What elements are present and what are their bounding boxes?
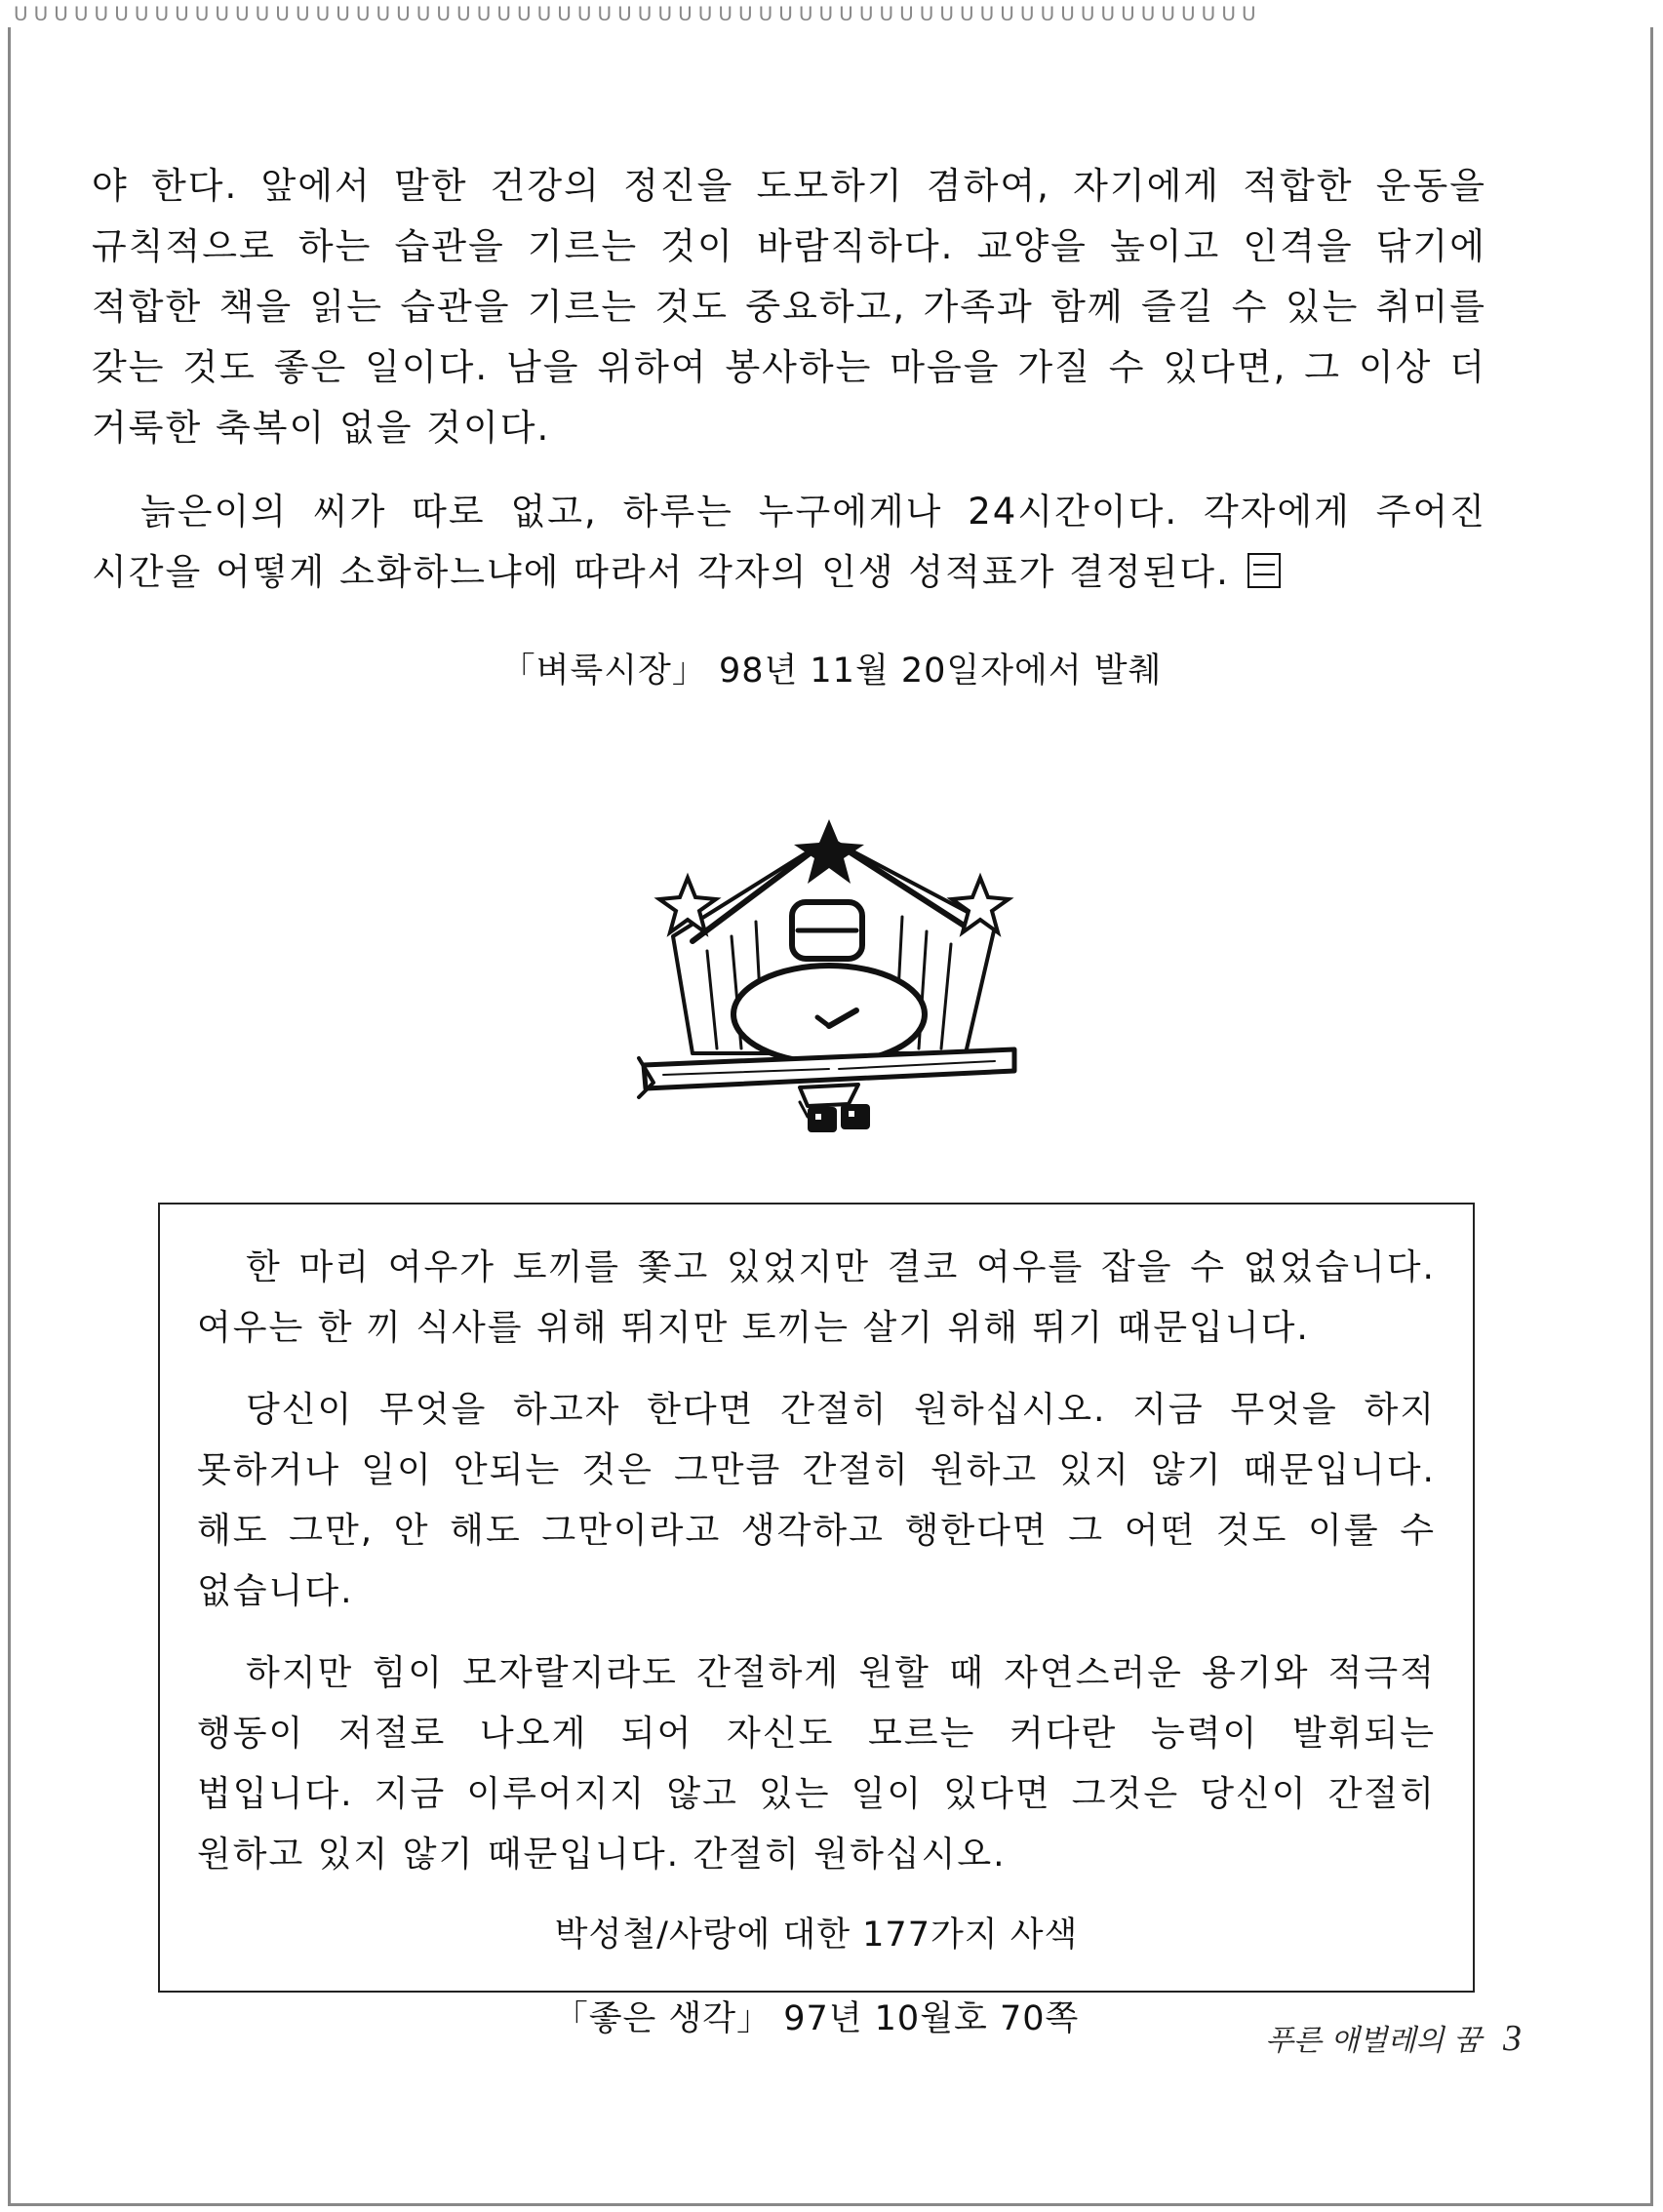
article-paragraph-2-text: 늙은이의 씨가 따로 없고, 하루는 누구에게나 24시간이다. 각자에게 주어진 시간을 어떻게 소화하느냐에 따라서 각자의 인생 성적표가 결정된다.	[92, 491, 1486, 593]
page-footer	[1265, 2016, 1522, 2060]
footer-book-title: 푸른 애벌레의 꿈	[1265, 2024, 1482, 2058]
frame-left-edge	[8, 27, 11, 2204]
article-source: 「벼룩시장」 98년 11월 20일자에서 발췌	[500, 652, 1163, 691]
page-number: 3	[1503, 2018, 1522, 2059]
article-paragraph-1: 야 한다. 앞에서 말한 건강의 정진을 도모하기 겸하여, 자기에게 적합한 운동을 규칙적으로 하는 습관을 기르는 것이 바람직하다. 교양을 높이고 인격을 닦기에 적합한 책을 읽는 습관을 기르는 것도 중요하고, 가족과 함께 즐길 수 있는 취미를 갖는 것도 좋은 일이다. 남을 위하여 봉사하는 마음을 가질 수 있다면, 그 이상 더 거룩한 축복이 없을 것이다.	[92, 165, 1486, 449]
quote-author-source: 박성철/사랑에 대한 177가지 사색	[554, 1916, 1079, 1955]
frame-bottom-edge	[8, 2203, 1653, 2206]
article-body	[92, 156, 1486, 603]
article-paragraph-2	[92, 482, 1486, 603]
quote-paragraph-2: 당신이 무엇을 하고자 한다면 간절히 원하십시오. 지금 무엇을 하지 못하거나 일이 안되는 것은 그만큼 간절히 원하고 있지 않기 때문입니다. 해도 그만, 안 해도 그만이라고 생각하고 행한다면 그 어떤 것도 이룰 수 없습니다.	[197, 1390, 1436, 1611]
quote-paragraph-1: 한 마리 여우가 토끼를 쫓고 있었지만 결코 여우를 잡을 수 없었습니다. 여우는 한 끼 식사를 위해 뛰지만 토끼는 살기 위해 뛰기 때문입니다.	[197, 1247, 1436, 1348]
cuckoo-clock-illustration	[634, 819, 1024, 1141]
frame-right-edge	[1650, 27, 1653, 2204]
quote-publication-source: 「좋은 생각」 97년 10월호 70쪽	[553, 1999, 1080, 2038]
quote-paragraph-3: 하지만 힘이 모자랄지라도 간절하게 원할 때 자연스러운 용기와 적극적 행동이 저절로 나오게 되어 자신도 모르는 커다란 능력이 발휘되는 법입니다. 지금 이루어지지 않고 있는 일이 있다면 그것은 당신이 간절히 원하고 있지 않기 때문입니다. 간절히 원하십시오.	[197, 1653, 1436, 1875]
binding-holes: ꓴꓴꓴꓴꓴꓴꓴꓴꓴꓴꓴꓴꓴꓴꓴꓴꓴꓴꓴꓴꓴꓴꓴꓴꓴꓴꓴꓴꓴꓴꓴꓴꓴꓴꓴꓴꓴꓴꓴꓴꓴꓴꓴꓴꓴꓴꓴꓴꓴꓴꓴꓴꓴꓴꓴꓴꓴꓴꓴꓴꓴꓴ	[14, 2, 1262, 25]
end-of-article-mark-icon	[1247, 553, 1281, 588]
quote-box	[158, 1203, 1475, 2038]
